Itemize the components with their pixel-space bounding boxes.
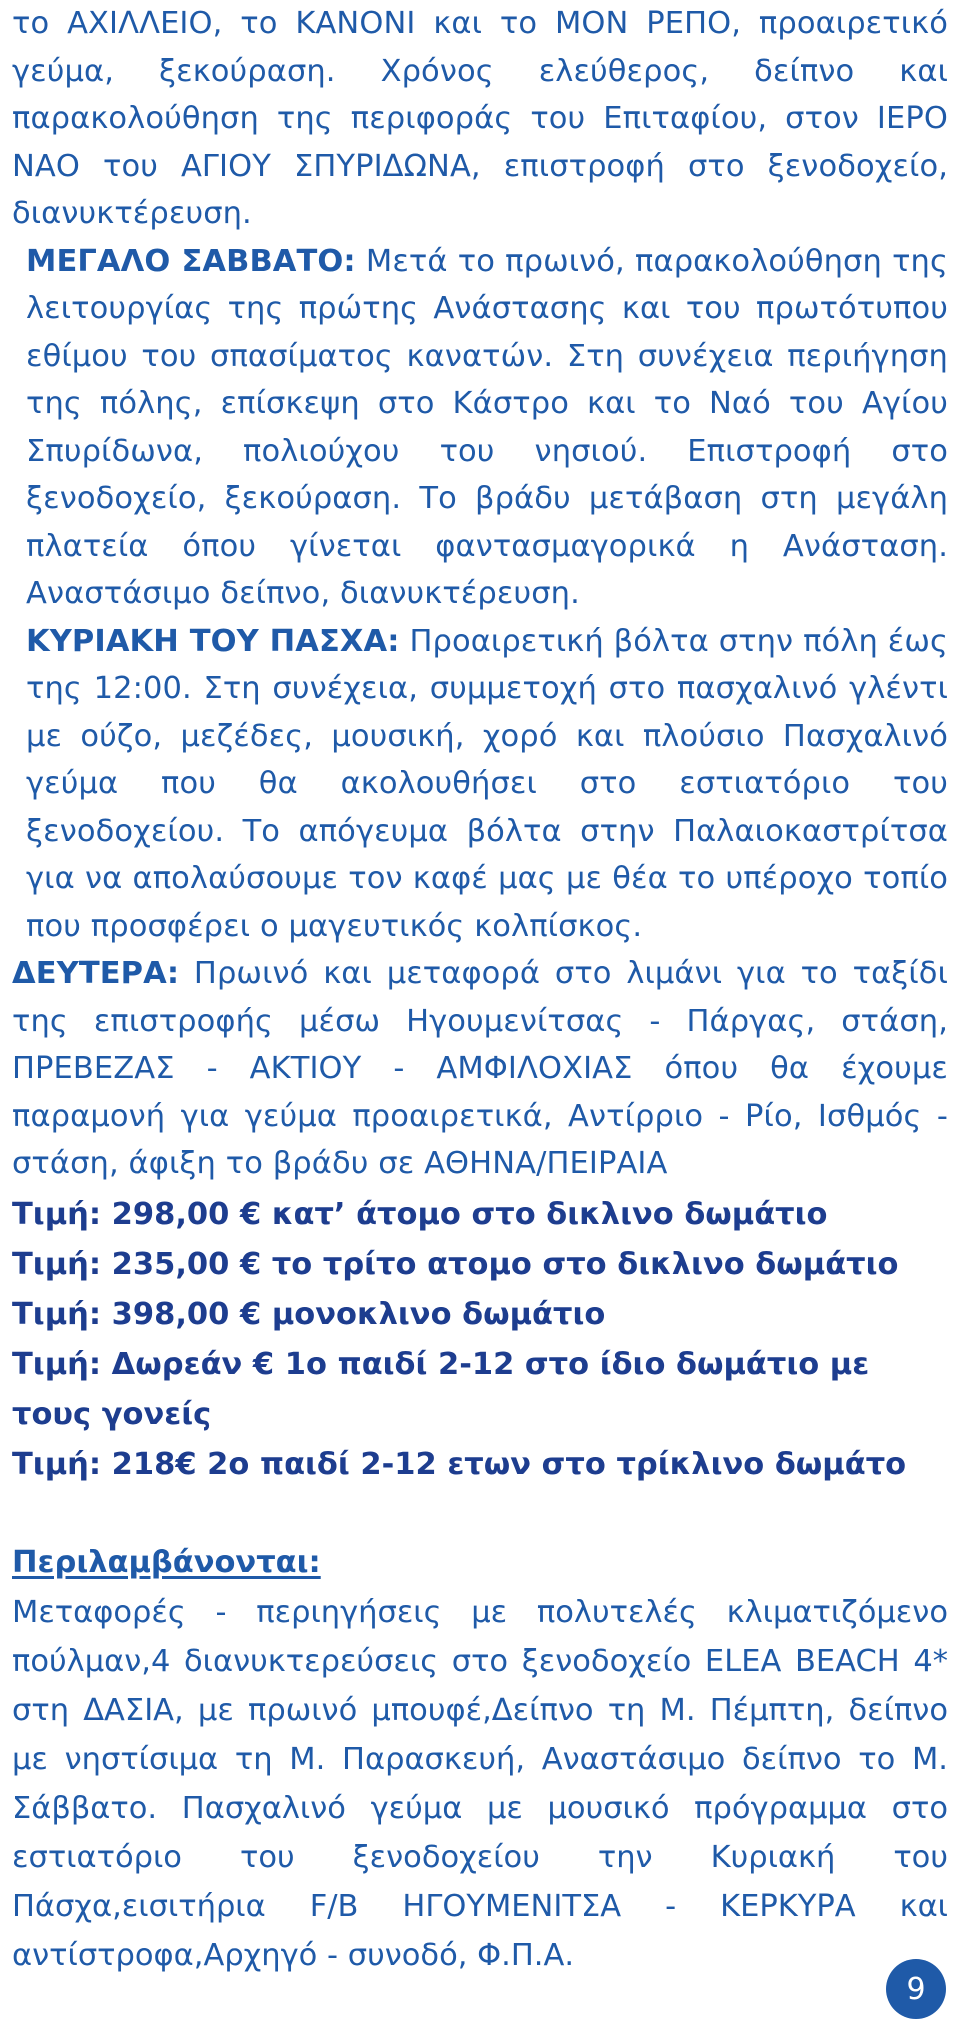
paragraph-monday [12, 950, 948, 1188]
day-heading-sunday: ΚΥΡΙΑΚΗ ΤΟΥ ΠΑΣΧΑ: [26, 623, 400, 659]
saturday-text: Μετά το πρωινό, παρακολούθηση της λειτουργίας της πρώτης Ανάστασης και του πρωτότυπου εθίμου του σπασίματος κανατών. Στη συνέχεια περιήγηση της πόλης, επίσκεψη στο Κάστρο και το Ναό του Αγίου Σπυρίδωνα, πολιούχου του νησιού. Επιστροφή στο ξενοδοχείο, ξεκούραση. Το βράδυ μετάβαση στη μεγάλη πλατεία όπου γίνεται φαντασμαγορικά η Ανάσταση. Αναστάσιμο δείπνο, διανυκτέρευση. [26, 243, 948, 611]
paragraph-easter-sunday [12, 618, 948, 951]
price-line-double-room: Τιμή: 298,00 € κατ’ άτομο στο δικλινο δωμάτιο [12, 1196, 828, 1232]
included-text: Μεταφορές - περιηγήσεις με πολυτελές κλιματιζόμενο πούλμαν,4 διανυκτερεύσεις στο ξενοδοχείο ELEA BEACH 4* στη ΔΑΣΙΑ, με πρωινό μπουφέ,Δείπνο τη Μ. Πέμπτη, δείπνο με νηστίσιμα τη Μ. Παρασκευή, Αναστάσιμο δείπνο το Μ. Σάββατο. Πασχαλινό γεύμα με μουσικό πρόγραμμα στο εστιατόριο του ξενοδοχείου την Κυριακή του Πάσχα,εισιτήρια F/B ΗΓΟΥΜΕΝΙΤΣΑ - ΚΕΡΚΥΡΑ και αντίστροφα,Αρχηγό - συνοδό, Φ.Π.Α. [12, 1594, 948, 1973]
monday-text: Πρωινό και μεταφορά στο λιμάνι για το ταξίδι της επιστροφής μέσω Ηγουμενίτσας - Πάργας, στάση, ΠΡΕΒΕΖΑΣ - ΑΚΤΙΟΥ - ΑΜΦΙΛΟΧΙΑΣ όπου θα έχουμε παραμονή για γεύμα προαιρετικά, Αντίρριο - Ρίο, Ισθμός - στάση, άφιξη το βράδυ σε ΑΘΗΝΑ/ΠΕΙΡΑΙΑ [12, 956, 948, 1181]
paragraph-great-saturday [12, 238, 948, 618]
price-line-first-child: Τιμή: Δωρεάν € 1ο παιδί 2-12 στο ίδιο δωμάτιο με τους γονείς [12, 1346, 870, 1432]
price-list [12, 1190, 948, 1490]
price-line-single-room: Τιμή: 398,00 € μονοκλινο δωμάτιο [12, 1296, 606, 1332]
day-heading-saturday: ΜΕΓΑΛΟ ΣΑΒΒΑΤΟ: [26, 243, 356, 279]
paragraph-intro [12, 0, 948, 238]
intro-text: το ΑΧΙΛΛΕΙΟ, το ΚΑΝΟΝΙ και το ΜΟΝ ΡΕΠΟ, προαιρετικό γεύμα, ξεκούραση. Χρόνος ελεύθερος, δείπνο και παρακολούθηση της περιφοράς του Επιταφίου, στον ΙΕΡΟ ΝΑΟ του ΑΓΙΟΥ ΣΠΥΡΙΔΩΝΑ, επιστροφή στο ξενοδοχείο, διανυκτέρευση. [12, 6, 948, 231]
page-number: 9 [906, 1971, 926, 2007]
document-page [12, 0, 948, 1980]
included-heading: Περιλαμβάνονται: [12, 1544, 321, 1580]
price-line-third-person: Τιμή: 235,00 € το τρίτο ατομο στο δικλινο δωμάτιο [12, 1246, 899, 1282]
day-heading-monday: ΔΕΥΤΕΡΑ: [12, 956, 180, 991]
sunday-text: Προαιρετική βόλτα στην πόλη έως της 12:00. Στη συνέχεια, συμμετοχή στο πασχαλινό γλέντι με ούζο, μεζέδες, μουσική, χορό και πλούσιο Πασχαλινό γεύμα που θα ακολουθήσει στο εστιατόριο του ξενοδοχείου. Το απόγευμα βόλτα στην Παλαιοκαστρίτσα για να απολαύσουμε τον καφέ μας με θέα το υπέροχο τοπίο που προσφέρει ο μαγευτικός κολπίσκος. [26, 623, 948, 944]
page-number-badge [886, 1959, 946, 2019]
price-line-second-child: Τιμή: 218€ 2ο παιδί 2-12 ετων στο τρίκλινο δωμάτο [12, 1446, 907, 1482]
